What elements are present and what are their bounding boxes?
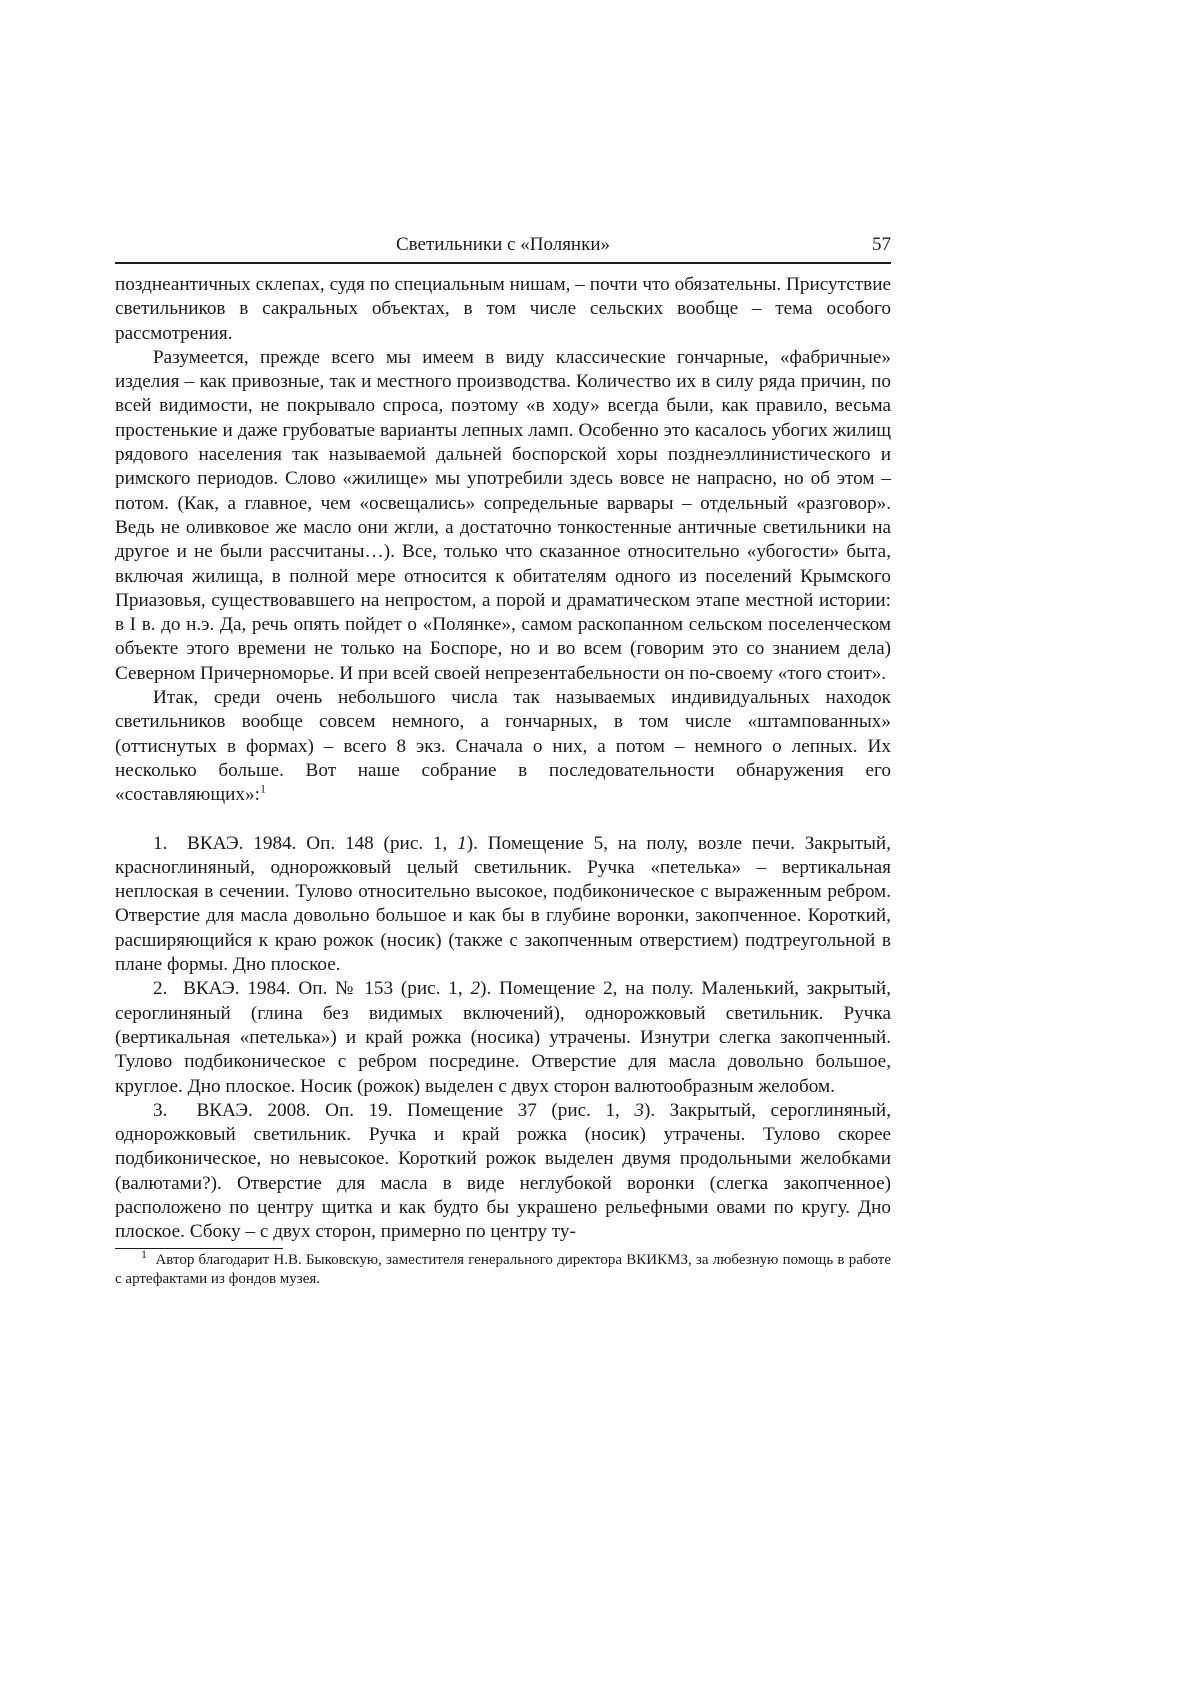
entry-head: ВКАЭ. 1984. Оп. 148 (рис. 1, [187, 832, 458, 854]
running-title: Светильники с «Полянки» [395, 234, 610, 255]
footnote-text: Автор благодарит Н.В. Быковскую, заместителя генерального директора ВКИКМЗ, за любезную помощь в работе с артефактами из фондов музея. [115, 1251, 892, 1287]
entry-tail: ). Закрытый, сероглиняный, однорожковый светильник. Ручка и край рожка (носик) утрачены. Тулово скорее подбиконическое, но невысокое. Короткий рожок выделен двумя продольными желобками (валютами?). Отверстие для масла в виде неглубокой воронки (слегка закопченное) расположено по центру щитка и как будто бы украшено рельефными овами по кругу. Дно плоское. Сбоку – с двух сторон, примерно по центру ту- [115, 1099, 891, 1243]
figure-ref: 3 [634, 1099, 644, 1121]
paragraph [115, 686, 891, 807]
entry-number: 2. [153, 978, 168, 1000]
catalog-entry [115, 832, 891, 978]
paragraph: позднеантичных склепах, судя по специальным нишам, – почти что обязательны. Присутствие светильников в сакральных объектах, в том числе сельских вообще – тема особого рассмотрения. [115, 274, 891, 344]
entry-head: ВКАЭ. 1984. Оп. № 153 (рис. 1, [183, 978, 471, 1000]
running-head [115, 232, 891, 264]
figure-ref: 1 [457, 832, 467, 854]
footnote [115, 1246, 892, 1289]
catalog-entry [115, 977, 891, 1098]
footnote-mark: 1 [141, 1246, 147, 1261]
entry-tail: ). Помещение 5, на полу, возле печи. Закрытый, красноглиняный, однорожковый целый светильник. Ручка «петелька» – вертикальная неплоская в сечении. Тулово относительно высокое, подбиконическое с выраженным ребром. Отверстие для масла довольно большое и как бы в глубине воронки, закопченное. Короткий, расширяющийся к краю рожок (носик) (также с закопченным отверстием) подтреугольной в плане формы. Дно плоское. [115, 832, 891, 976]
entry-number: 3. [153, 1099, 168, 1121]
figure-ref: 2 [470, 978, 481, 1000]
body-text [115, 273, 891, 1289]
section-gap [115, 808, 891, 832]
entry-head: ВКАЭ. 2008. Оп. 19. Помещение 37 (рис. 1, [196, 1099, 635, 1121]
catalog-entry [115, 1099, 891, 1245]
page [115, 232, 891, 1289]
paragraph-text: Итак, среди очень небольшого числа так называемых индивидуальных находок светильников вообще совсем немного, а гончарных, в том числе «штампованных» (оттиснутых в формах) – всего 8 экз. Сначала о них, а потом – немного о лепных. Их несколько больше. Вот наше собрание в последовательности обнаружения его «составляющих»: [115, 687, 891, 806]
entry-number: 1. [153, 832, 168, 854]
entry-tail: ). Помещение 2, на полу. Маленький, закрытый, сероглиняный (глина без видимых включений), однорожковый светильник. Ручка (вертикальная «петелька») и край рожка (носика) утрачены. Изнутри слегка закопченный. Тулово подбиконическое с ребром посредине. Отверстие для масла довольно большое, круглое. Дно плоское. Носик (рожок) выделен с двух сторон валютообразным желобом. [115, 978, 891, 1097]
page-number: 57 [872, 234, 891, 255]
footnote-reference[interactable]: 1 [259, 781, 266, 796]
paragraph: Разумеется, прежде всего мы имеем в виду классические гончарные, «фабричные» изделия – как привозные, так и местного производства. Количество их в силу ряда причин, по всей видимости, не покрывало спроса, поэтому «в ходу» всегда были, как правило, весьма простенькие и даже грубоватые варианты лепных ламп. Особенно это касалось убогих жилищ рядового населения так называемой дальней боспорской хоры позднеэллинистического и римского периодов. Слово «жилище» мы употребили здесь вовсе не напрасно, но об этом – потом. (Как, а главное, чем «освещались» сопредельные варвары – отдельный «разговор». Ведь не оливковое же масло они жгли, а достаточно тонкостенные античные светильники на другое и не были рассчитаны…). Все, только что сказанное относительно «убогости» быта, включая жилища, в полной мере относится к обитателям одного из поселений Крымского Приазовья, существовавшего на непростом, а порой и драматическом этапе местной истории: в I в. до н.э. Да, речь опять пойдет о «Полянке», самом раскопанном сельском поселенческом объекте этого времени не только на Боспоре, но и во всем (говорим это со знанием дела) Северном Причерноморье. И при всей своей непрезентабельности он по-своему «того стоит». [115, 346, 891, 684]
